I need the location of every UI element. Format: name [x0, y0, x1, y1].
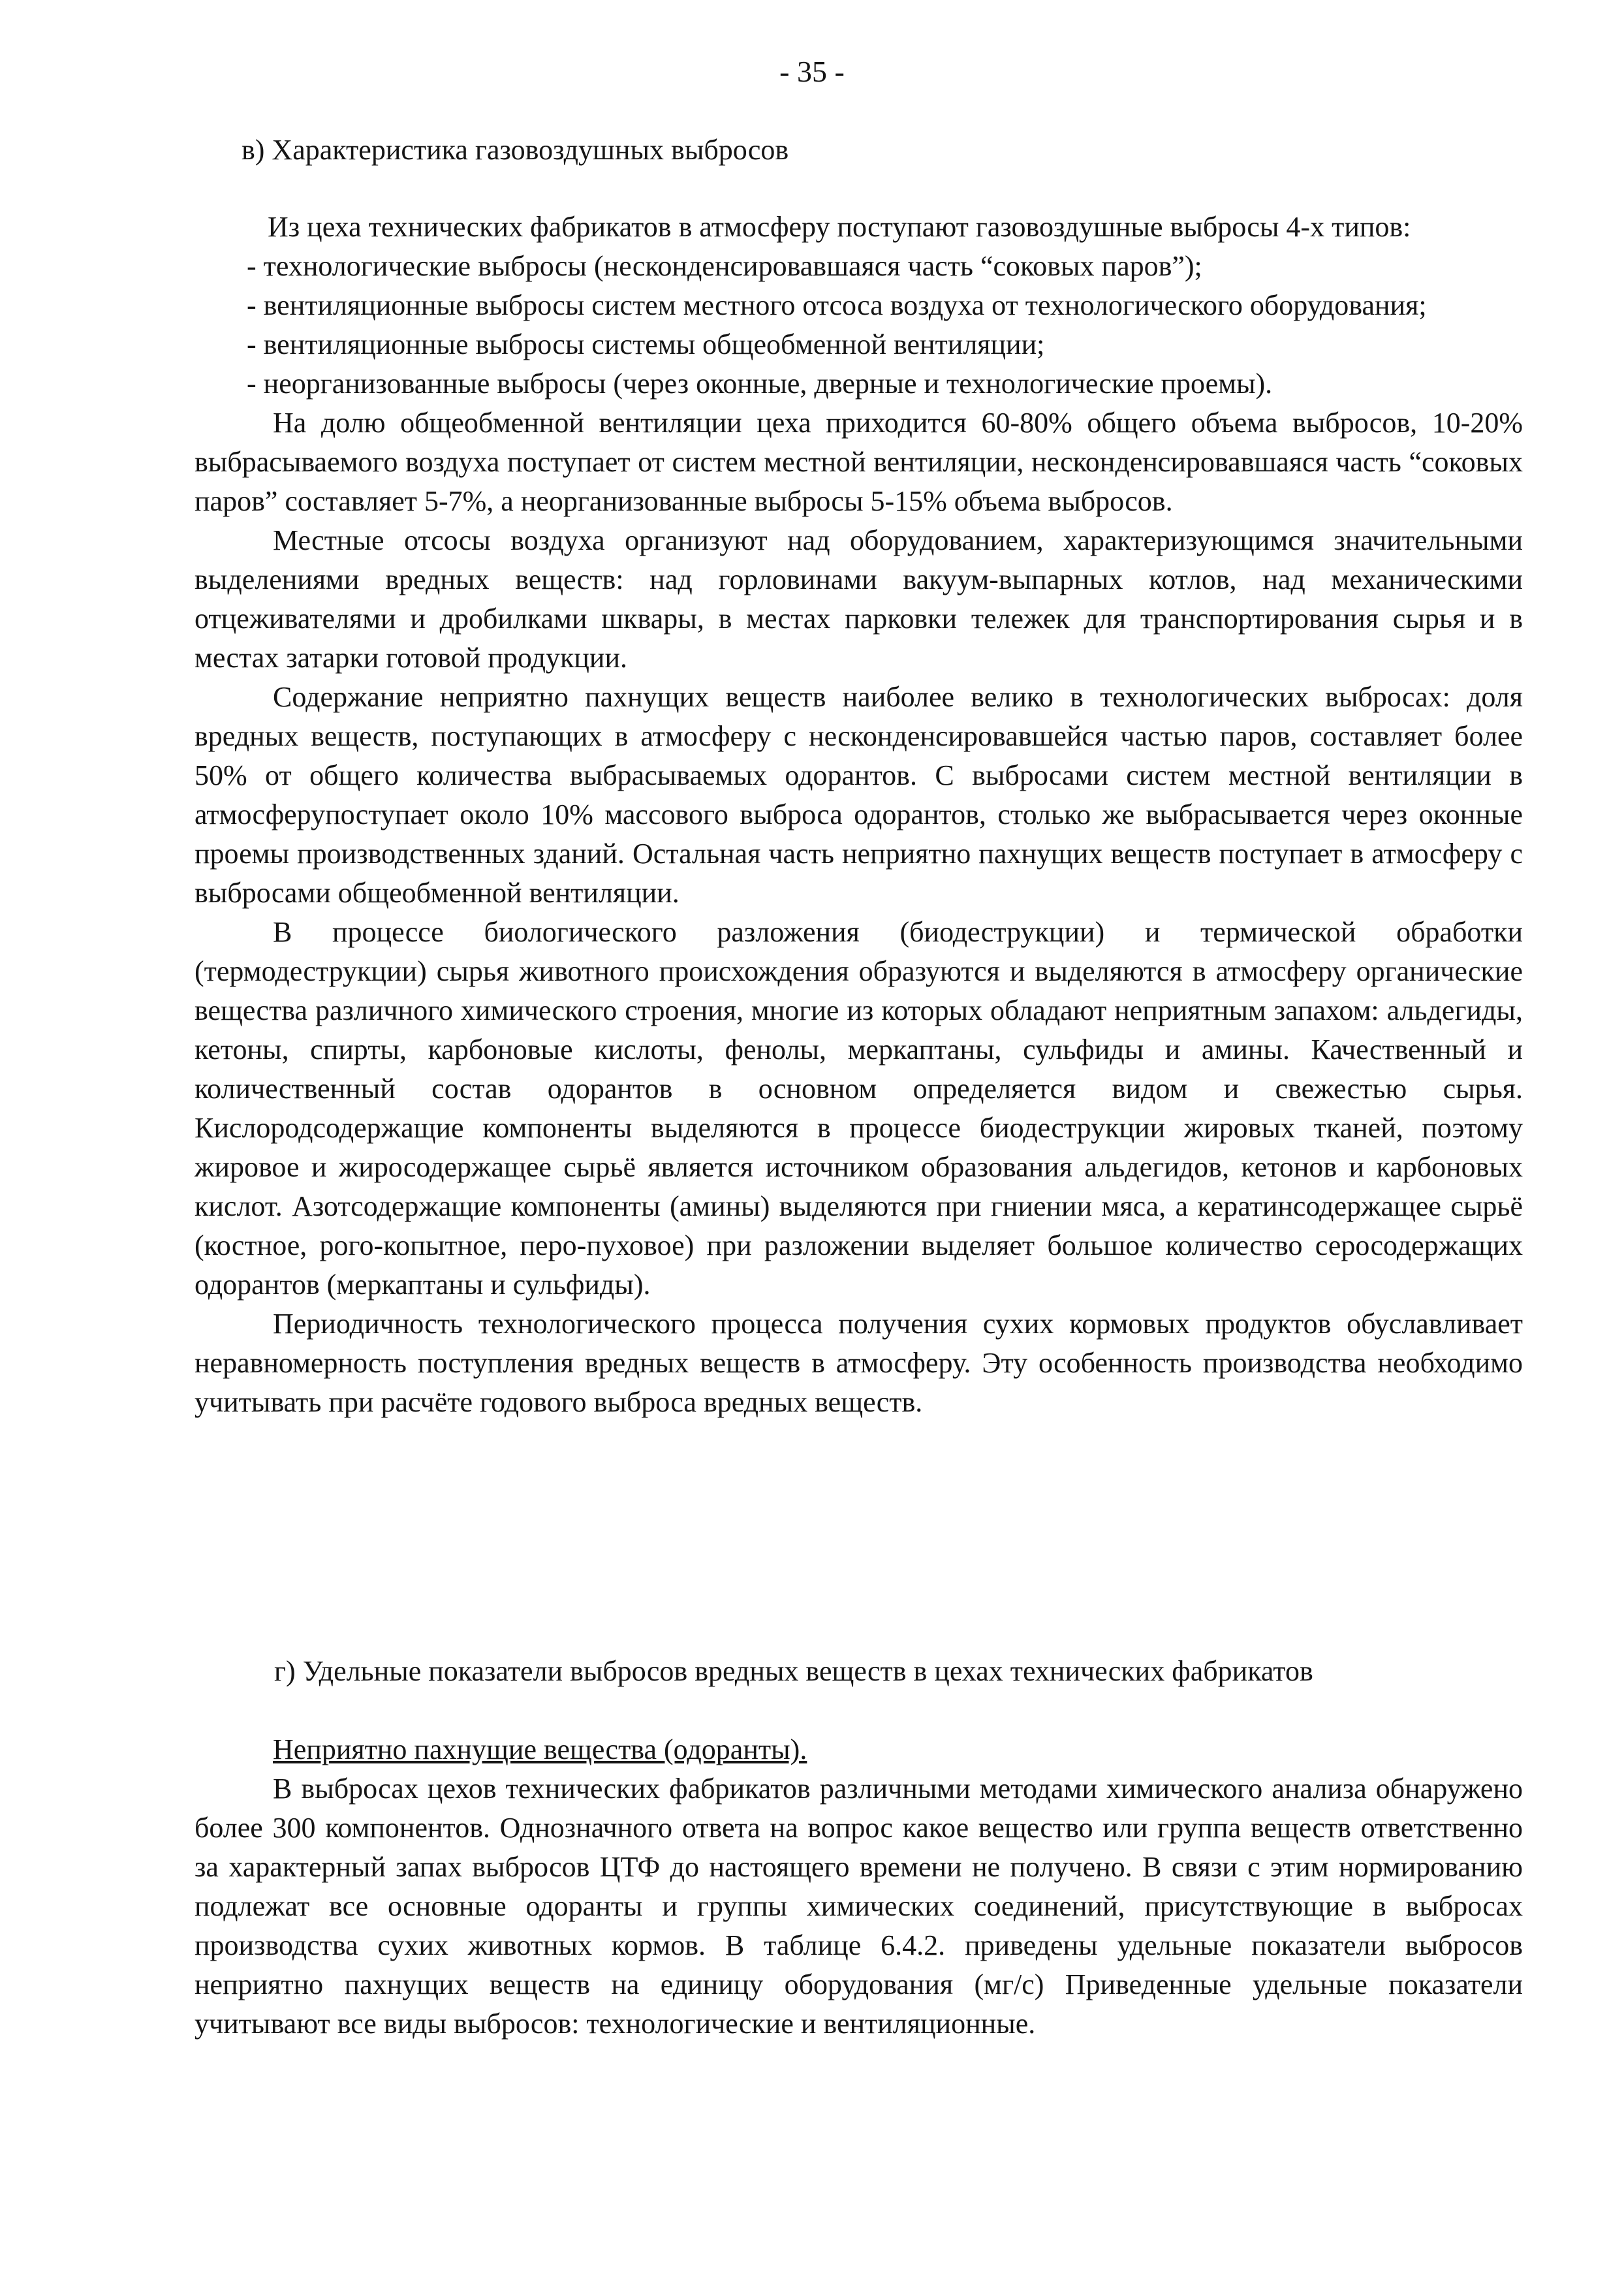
body-paragraph: Местные отсосы воздуха организуют над оборудованием, характеризующимся значительными выделениями вредных веществ: над горловинами вакуум-выпарных котлов, над механическими отцеживателями и дробилками шквары, в местах парковки тележек для транспортирования сырья и в местах затарки готовой продукции. — [195, 524, 1523, 674]
emission-types-list — [195, 247, 1523, 403]
body-paragraph: В процессе биологического разложения (биодеструкции) и термической обработки (термодеструкции) сырья животного происхождения образуются и выделяются в атмосферу органические вещества различного химического строения, многие из которых обладают неприятным запахом: альдегиды, кетоны, спирты, карбоновые кислоты, фенолы, меркаптаны, сульфиды и амины. Качественный и количественный состав одорантов в основном определяется видом и свежестью сырья. Кислородсодержащие компоненты выделяются в процессе биодеструкции жировых тканей, поэтому жировое и жиросодержащее сырьё является источником образования альдегидов, кетонов и карбоновых кислот. Азотсодержащие компоненты (амины) выделяются при гниении мяса, а кератинсодержащее сырьё (костное, рого-копытное, перо-пуховое) при разложении выделяет большое количество серосодержащих одорантов (меркаптаны и сульфиды). — [195, 916, 1523, 1301]
body-paragraph: В выбросах цехов технических фабрикатов различными методами химического анализа обнаружено более 300 компонентов. Однозначного ответа на вопрос какое вещество или группа веществ ответственно за характерный запах выбросов ЦТФ до настоящего времени не получено. В связи с этим нормированию подлежат все основные одоранты и группы химических соединений, присутствующие в выбросах производства сухих животных кормов. В таблице 6.4.2. приведены удельные показатели выбросов неприятно пахнущих веществ на единицу оборудования (мг/с) Приведенные удельные показатели учитывают все виды выбросов: технологические и вентиляционные. — [195, 1773, 1523, 2040]
section-v-heading: в) Характеристика газовоздушных выбросов — [242, 134, 789, 166]
section-g-body — [195, 1730, 1523, 2044]
list-item: - вентиляционные выбросы систем местного отсоса воздуха от технологического оборудования; — [247, 289, 1427, 321]
odorants-subheading: Неприятно пахнущие вещества (одоранты). — [273, 1733, 807, 1765]
page-number: - 35 - — [779, 55, 845, 88]
list-item: - вентиляционные выбросы системы общеобменной вентиляции; — [247, 328, 1045, 360]
body-paragraph: Содержание неприятно пахнущих веществ наиболее велико в технологических выбросах: доля вредных веществ, поступающих в атмосферу с несконденсировавшейся частью паров, составляет более 50% от общего количества выбрасываемых одорантов. С выбросами систем местной вентиляции в атмосферупоступает около 10% массового выброса одорантов, столько же выбрасывается через оконные проемы производственных зданий. Остальная часть неприятно пахнущих веществ поступает в атмосферу с выбросами общеобменной вентиляции. — [195, 681, 1523, 909]
body-paragraph: На долю общеобменной вентиляции цеха приходится 60-80% общего объема выбросов, 10-20% выбрасываемого воздуха поступает от систем местной вентиляции, несконденсировавшаяся часть “соковых паров” составляет 5-7%, а неорганизованные выбросы 5-15% объема выбросов. — [195, 407, 1523, 517]
section-g-heading: г) Удельные показатели выбросов вредных веществ в цехах технических фабрикатов — [274, 1655, 1313, 1687]
body-paragraph: Периодичность технологического процесса получения сухих кормовых продуктов обуславливает неравномерность поступления вредных веществ в атмосферу. Эту особенность производства необходимо учитывать при расчёте годового выброса вредных веществ. — [195, 1308, 1523, 1418]
section-v-body — [195, 208, 1523, 1422]
list-item: - технологические выбросы (несконденсировавшаяся часть “соковых паров”); — [247, 250, 1202, 282]
list-item: - неорганизованные выбросы (через оконные, дверные и технологические проемы). — [247, 368, 1273, 400]
intro-paragraph: Из цеха технических фабрикатов в атмосферу поступают газовоздушные выбросы 4-х типов: — [268, 211, 1411, 243]
